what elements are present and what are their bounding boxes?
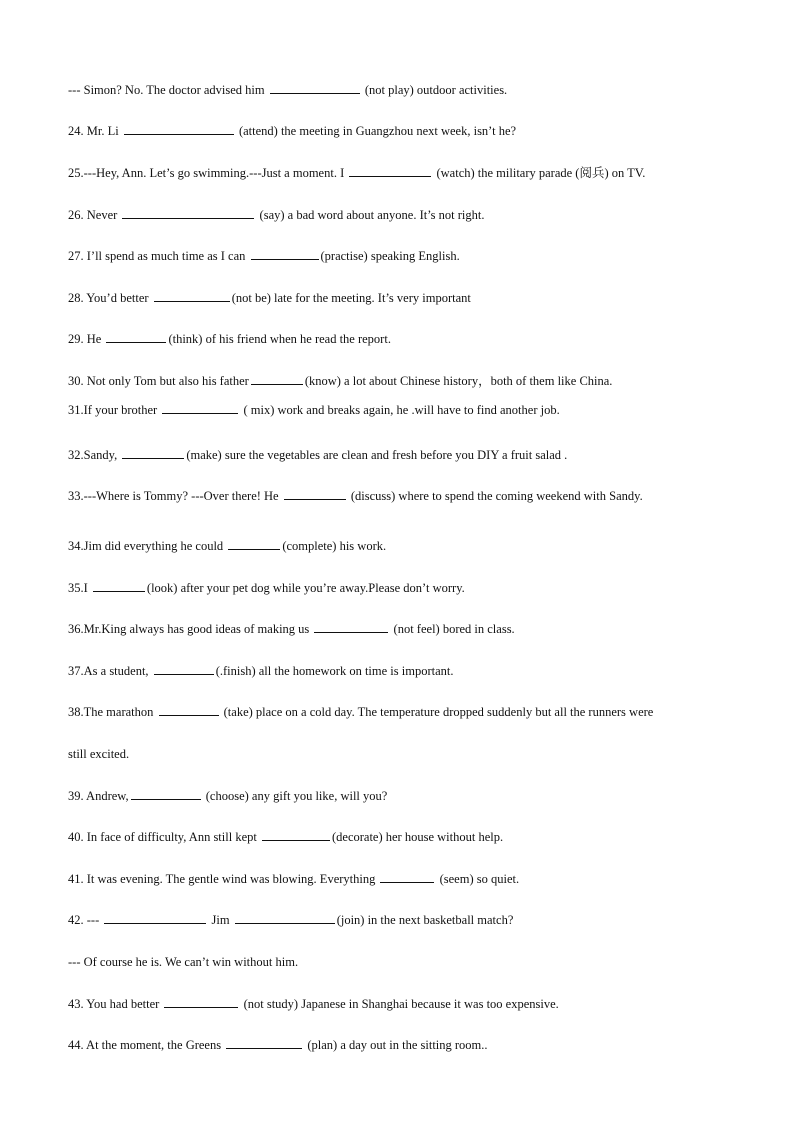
answer-blank[interactable] bbox=[235, 912, 335, 924]
exercise-line-28: 28. You’d better (not be) late for the meeting. It’s very important bbox=[68, 291, 471, 305]
answer-blank[interactable] bbox=[314, 621, 388, 633]
exercise-line-38: 38.The marathon (take) place on a cold day. The temperature dropped suddenly but all the runners were bbox=[68, 705, 654, 719]
exercise-line-42-reply: --- Of course he is. We can’t win without him. bbox=[68, 955, 299, 969]
exercise-line-41: 41. It was evening. The gentle wind was blowing. Everything (seem) so quiet. bbox=[68, 872, 520, 886]
answer-blank[interactable] bbox=[251, 248, 319, 260]
exercise-line-44: 44. At the moment, the Greens (plan) a day out in the sitting room.. bbox=[68, 1038, 488, 1052]
exercise-line-32: 32.Sandy, (make) sure the vegetables are clean and fresh before you DIY a fruit salad . bbox=[68, 448, 568, 462]
answer-blank[interactable] bbox=[124, 123, 234, 135]
answer-blank[interactable] bbox=[284, 488, 346, 500]
answer-blank[interactable] bbox=[380, 871, 434, 883]
exercise-line-31: 31.If your brother ( mix) work and breaks again, he .will have to find another job. bbox=[68, 403, 560, 417]
exercise-line-37: 37.As a student, (.finish) all the homework on time is important. bbox=[68, 664, 454, 678]
exercise-line-43: 43. You had better (not study) Japanese in Shanghai because it was too expensive. bbox=[68, 997, 559, 1011]
exercise-line-42: 42. --- Jim (join) in the next basketball match? bbox=[68, 913, 514, 927]
answer-blank[interactable] bbox=[162, 402, 238, 414]
exercise-line-33: 33.---Where is Tommy? ---Over there! He (discuss) where to spend the coming weekend with Sandy. bbox=[68, 489, 643, 503]
exercise-line-24: 24. Mr. Li (attend) the meeting in Guangzhou next week, isn’t he? bbox=[68, 124, 517, 138]
answer-blank[interactable] bbox=[122, 207, 254, 219]
exercise-line-25: 25.---Hey, Ann. Let’s go swimming.---Just a moment. I (watch) the military parade (阅兵) on TV. bbox=[68, 166, 646, 180]
exercise-line-34: 34.Jim did everything he could (complete) his work. bbox=[68, 539, 387, 553]
exercise-line-35: 35.I (look) after your pet dog while you’re away.Please don’t worry. bbox=[68, 581, 465, 595]
exercise-line-23-cont: --- Simon? No. The doctor advised him (not play) outdoor activities. bbox=[68, 83, 508, 97]
answer-blank[interactable] bbox=[226, 1037, 302, 1049]
exercise-line-38-cont: still excited. bbox=[68, 747, 130, 761]
answer-blank[interactable] bbox=[131, 788, 201, 800]
answer-blank[interactable] bbox=[154, 290, 230, 302]
answer-blank[interactable] bbox=[164, 996, 238, 1008]
exercise-line-27: 27. I’ll spend as much time as I can (practise) speaking English. bbox=[68, 249, 460, 263]
answer-blank[interactable] bbox=[349, 165, 431, 177]
answer-blank[interactable] bbox=[228, 538, 280, 550]
answer-blank[interactable] bbox=[104, 912, 206, 924]
exercise-line-30: 30. Not only Tom but also his father (know) a lot about Chinese history，both of them like China. bbox=[68, 374, 613, 388]
exercise-line-36: 36.Mr.King always has good ideas of making us (not feel) bored in class. bbox=[68, 622, 515, 636]
answer-blank[interactable] bbox=[270, 82, 360, 94]
answer-blank[interactable] bbox=[93, 580, 145, 592]
exercise-line-29: 29. He (think) of his friend when he read the report. bbox=[68, 332, 391, 346]
answer-blank[interactable] bbox=[262, 829, 330, 841]
answer-blank[interactable] bbox=[106, 331, 166, 343]
exercise-line-26: 26. Never (say) a bad word about anyone. It’s not right. bbox=[68, 208, 485, 222]
exercise-line-40: 40. In face of difficulty, Ann still kept (decorate) her house without help. bbox=[68, 830, 504, 844]
answer-blank[interactable] bbox=[159, 704, 219, 716]
answer-blank[interactable] bbox=[251, 373, 303, 385]
answer-blank[interactable] bbox=[122, 447, 184, 459]
answer-blank[interactable] bbox=[154, 663, 214, 675]
exercise-line-39: 39. Andrew, (choose) any gift you like, will you? bbox=[68, 789, 388, 803]
